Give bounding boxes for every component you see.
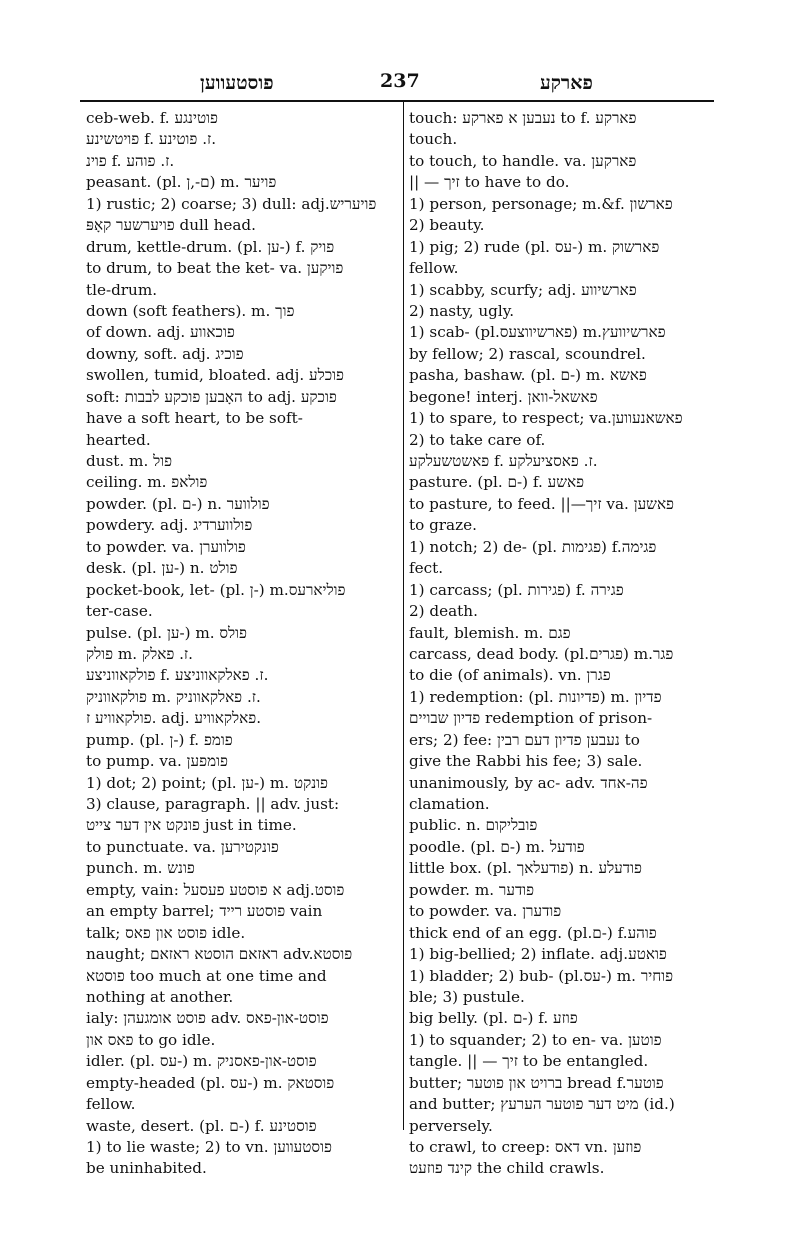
entry-line: empty, vain: א פוסטע פעסעל adj.פוסט [86,880,345,899]
entry-line: 2) death. [409,602,478,621]
entry-line: פונקט אין דער צייט just in time. [86,816,297,835]
entry-line: 1) person, personage; m.&f. פארשון [409,194,673,213]
entry-line: 1) big-bellied; 2) inflate. adj.פואטע [409,945,667,964]
entry-line: 1) carcass; (pl. פגירות) f. פגירה [409,580,624,599]
entry-line: 1) to lie waste; 2) to vn. פוסטעווען [86,1138,332,1156]
entry-line: פוסטא too much at one time and [86,966,327,985]
entry-line: to punctuate. va. פונקטירען [86,837,279,856]
entry-line: hearted. [86,430,151,449]
entry-line: pulse. (pl. ען-) m. פולס [86,623,247,642]
entry-line: unanimously, by ac- adv. פה-אחד [409,773,648,792]
entry-line: to pump. va. פומפען [86,752,228,771]
entry-line: clamation. [409,795,490,813]
entry-line: 2) nasty, ugly. [409,301,515,320]
entry-line: poodle. (pl. ם-) m. פודעל [409,837,585,856]
entry-line: perversely. [409,1116,493,1135]
left-running-headword: פוסטעווען [200,72,274,94]
entry-line: || — זיך to have to do. [409,173,570,192]
entry-line: talk; פוסט און פאס idle. [86,923,246,942]
entry-line: פויערשער קאָפּ dull head. [86,216,256,235]
entry-line: fellow. [86,1095,136,1114]
entry-line: 1) to squander; 2) to en- va. פוטען [409,1030,662,1049]
entry-line: pasture. (pl. ם-) f. פאשע [409,473,585,492]
entry-line: to touch, to handle. va. פארקען [409,151,637,170]
entry-line: be uninhabited. [86,1159,207,1178]
entry-line: 1) dot; 2) point; (pl. ען-) m. פונקט [86,773,328,792]
right-running-headword: פארקע [540,72,593,94]
entry-line: tle-drum. [86,280,158,299]
entry-line: naught; ראזאם הוסטא ראזאם adv.פוסטא [86,945,353,964]
entry-line: downy, soft. adj. פוכיג [86,344,244,363]
entry-line: 1) redemption: (pl. פדיונות) m. פדיון [409,687,662,706]
entry-line: nothing at another. [86,987,234,1006]
entry-line: and butter; מיט דער פוטער הערעץ (id.) [409,1095,675,1114]
entry-line: פולקאוויע ז. adj. פאלקאוויע. [86,709,262,728]
entry-line: פדיון שבויים redemption of prison- [409,709,653,728]
entry-line: pasha, bashaw. (pl. ם-) m. פאשא [409,366,647,385]
entry-line: fect. [409,559,444,578]
entry-line: 1) bladder; 2) bub- (pl.עס-) m. פוחיר [409,966,674,985]
left-column [86,108,404,1180]
entry-line: 1) to spare, to respect; va.פאשאנעווען [409,409,683,428]
entry-line: swollen, tumid, bloated. adj. פוכלע [86,366,344,385]
entry-line: empty-headed (pl. עס-) m. פוסטאק [86,1073,335,1092]
entry-line: powder. m. פודער [409,880,535,899]
entry-line: פאס און to go idle. [86,1030,216,1049]
entry-line: of down. adj. פוכאווע [86,323,235,342]
entry-line: punch. m. פונש [86,859,195,878]
entry-line: carcass, dead body. (pl.פגרים) m.פגר [409,644,674,663]
entry-line: 1) pig; 2) rude (pl. עס-) m. פארשוק [409,237,660,256]
entry-line: פולק m. ז. פאלק. [86,644,193,663]
entry-line: powdery. adj. פולווערדיג [86,516,253,535]
entry-line: ceiling. m. פולאפ [86,473,208,492]
entry-line: have a soft heart, to be soft- [86,409,303,428]
entry-line: 3) clause, paragraph. || adv. just: [86,795,340,813]
entry-line: ceb-web. f. פוטינגע [86,109,218,127]
entry-line: big belly. (pl. ם-) f. פוזע [409,1009,578,1028]
entry-line: little box. (pl. פודעלאך) n. פודעלע [409,859,642,878]
entry-line: give the Rabbi his fee; 3) sale. [409,752,643,771]
entry-line: pump. (pl. ן-) f. פומפ [86,730,233,749]
header-rule [80,100,714,102]
entry-line: קינד פוזעט the child crawls. [409,1159,605,1178]
right-column [409,108,727,1180]
entry-line: peasant. (pl. ם-,ן) m. פויער [86,173,277,192]
entry-line: 2) to take care of. [409,430,546,449]
running-header [80,68,714,96]
entry-line: פולקאווניצע f. ז. פאלקאווניצע. [86,666,269,685]
entry-line: idler. (pl. עס-) m. פוסט-און-פאסניק [86,1052,317,1071]
entry-line: פולקאווניק m. ז. פאלקאווניק. [86,687,261,706]
page-number: 237 [380,70,420,92]
entry-line: 1) notch; 2) de- (pl. פגימות) f.פגימה [409,537,657,556]
entry-line: פאשטשעלקע f. ז. פאסציעלקע. [409,452,598,470]
entry-line: waste, desert. (pl. ם-) f. פוסטינע [86,1116,317,1135]
entry-line: touch: נעבען א פארקע to f. פארקע [409,109,637,127]
entry-line: פויטשינע f. ז. פוטינע. [86,130,217,149]
entry-line: drum, kettle-drum. (pl. ען-) f. פויק [86,237,335,256]
entry-line: touch. [409,130,458,149]
entry-line: ialy: פוסט אומגעהן adv. פוסט-און-פאס [86,1009,329,1028]
entry-line: soft: האָבען פוכקע לבבות to adj. פוכקע [86,387,337,406]
entry-line: down (soft feathers). m. פוך [86,301,295,320]
entry-line: ter-case. [86,602,153,621]
entry-line: begone! interj. פאשאל-וואן [409,387,598,406]
entry-line: dust. m. פול [86,452,173,470]
entry-line: by fellow; 2) rascal, scoundrel. [409,344,646,363]
entry-line: tangle. || — זיך to be entangled. [409,1052,649,1071]
entry-line: desk. (pl. ען-) n. פולט [86,559,238,578]
entry-line: ble; 3) pustule. [409,987,525,1006]
entry-line: to graze. [409,516,477,535]
entry-line: 2) beauty. [409,216,485,235]
entry-line: to pasture, to feed. ||—זיך va. פאשען [409,494,675,513]
entry-line: to powder. va. פודערן [409,902,562,921]
entry-line: 1) rustic; 2) coarse; 3) dull: adj.פויעריש [86,194,377,213]
entry-line: to die (of animals). vn. פגרן [409,666,611,685]
entry-line: butter; ברויט און פוטער bread f.פוטער [409,1073,664,1092]
entry-line: powder. (pl. ם-) n. פולווער [86,494,270,513]
entry-line: an empty barrel; פוסטע רייד vain [86,902,323,921]
entry-line: to crawl, to creep: דאס vn. פוזען [409,1138,642,1156]
entry-line: thick end of an egg. (pl.ם-) f.פוהע [409,923,657,942]
entry-line: to powder. va. פולווערן [86,537,246,556]
entry-line: ers; 2) fee: נעבען פדיון דעם רבין to [409,730,640,749]
entry-line: to drum, to beat the ket- va. פויקען [86,259,344,278]
entry-line: pocket-book, let- (pl. ן-) m.פוליארעס [86,580,346,599]
entry-line: 1) scabby, scurfy; adj. פארשיווע [409,280,637,299]
entry-line: fellow. [409,259,459,278]
entry-line: פוינ f. ז. פוהע. [86,151,175,170]
entry-line: public. n. פובליקום [409,816,538,835]
entry-line: fault, blemish. m. פגם [409,623,571,642]
entry-line: 1) scab- (pl.פארשיווצעס) m.פארשיוועץ [409,323,666,342]
